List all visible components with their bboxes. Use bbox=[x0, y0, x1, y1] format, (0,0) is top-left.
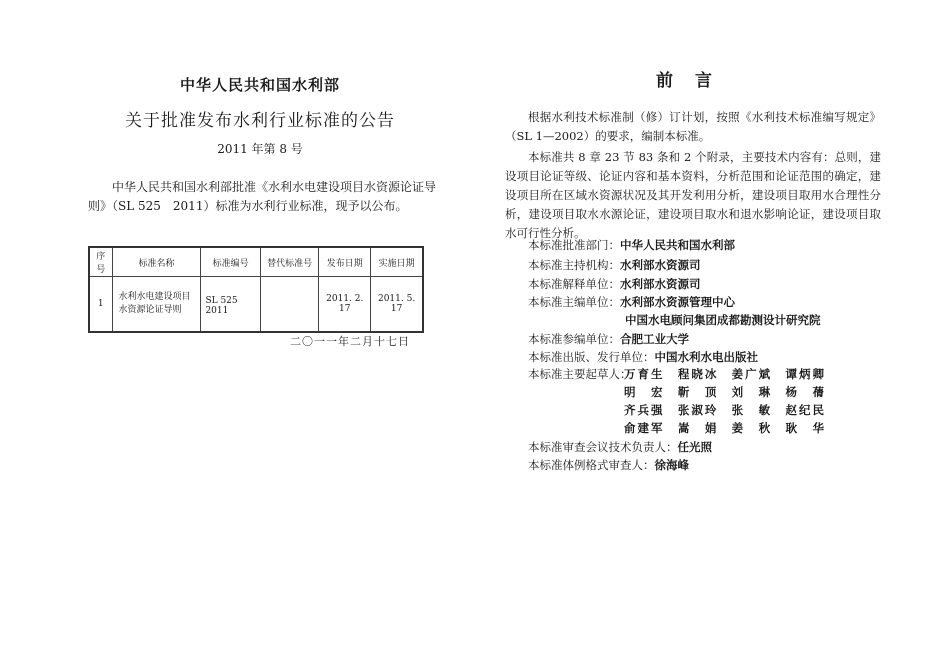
drafters-row-1: 万育生 程晓冰 姜广斌 谭炳卿 bbox=[624, 367, 826, 381]
publisher-line: 本标准出版、发行单位：中国水利水电出版社 bbox=[528, 350, 758, 364]
preface-paragraph-1: 根据水利技术标准制（修）订计划，按照《水利技术标准编写规定》（SL 1—2002）的要求，编制本标准。 bbox=[505, 110, 881, 143]
cell-no: 1 bbox=[89, 277, 112, 333]
notice-body: 中华人民共和国水利部批准《水利水电建设项目水资源论证导则》（SL 525 2011）标准为水利行业标准，现予以公布。 bbox=[88, 180, 437, 213]
drafters-row-2: 明 宏 靳 顶 刘 琳 杨 蒨 bbox=[624, 385, 826, 399]
drafters-row-3: 齐兵强 张淑玲 张 敏 赵纪民 bbox=[624, 403, 826, 417]
standards-table bbox=[88, 246, 424, 333]
drafters-label: 本标准主要起草人： bbox=[528, 367, 632, 381]
col-replace: 替代标准号 bbox=[260, 247, 318, 277]
chief-editor-line: 本标准主编单位：水利部水资源管理中心 bbox=[528, 295, 735, 309]
chief-editor-line-2: 中国水电顾问集团成都勘测设计研究院 bbox=[625, 313, 821, 327]
preface-page bbox=[475, 0, 950, 669]
notice-number: 2011 年第 8 号 bbox=[217, 142, 303, 156]
col-name: 标准名称 bbox=[112, 247, 201, 277]
col-code: 标准编号 bbox=[201, 247, 260, 277]
preface-paragraph-2: 本标准共 8 章 23 节 83 条和 2 个附录，主要技术内容有：总则，建设项目论证等级、论证内容和基本资料，分析范围和论证范围的确定，建设项目所在区域水资源状况及其开发利用分析，建设项目取用水合理性分析，建设项目取水水源论证，建设项目取水和退水影响论证，建设项目取水可行性分析。 bbox=[505, 150, 881, 240]
cell-code: SL 525 2011 bbox=[201, 277, 260, 333]
preface-title: 前言 bbox=[656, 71, 734, 91]
review-line: 本标准审查会议技术负责人：任光照 bbox=[528, 440, 712, 454]
approval-line: 本标准批准部门：中华人民共和国水利部 bbox=[528, 238, 735, 252]
ministry-heading: 中华人民共和国水利部 bbox=[179, 76, 340, 94]
col-effective: 实施日期 bbox=[371, 247, 423, 277]
table-header-row bbox=[89, 247, 423, 277]
interpret-line: 本标准解释单位：水利部水资源司 bbox=[528, 277, 701, 291]
table-row bbox=[89, 277, 423, 333]
notice-title: 关于批准发布水利行业标准的公告 bbox=[125, 111, 395, 131]
col-issued: 发布日期 bbox=[319, 247, 371, 277]
format-review-line: 本标准体例格式审查人：徐海峰 bbox=[528, 458, 689, 472]
drafters-row-4: 俞建军 嵩 娟 姜 秋 耿 华 bbox=[624, 421, 826, 435]
co-editor-line: 本标准参编单位：合肥工业大学 bbox=[528, 332, 689, 346]
cell-replace bbox=[260, 277, 318, 333]
notice-date: 二〇一一年二月十七日 bbox=[290, 335, 410, 348]
cell-name: 水利水电建设项目水资源论证导则 bbox=[112, 277, 201, 333]
cell-effective: 2011. 5. 17 bbox=[371, 277, 423, 333]
cell-issued: 2011. 2. 17 bbox=[319, 277, 371, 333]
host-line: 本标准主持机构：水利部水资源司 bbox=[528, 258, 701, 272]
col-no: 序号 bbox=[89, 247, 112, 277]
